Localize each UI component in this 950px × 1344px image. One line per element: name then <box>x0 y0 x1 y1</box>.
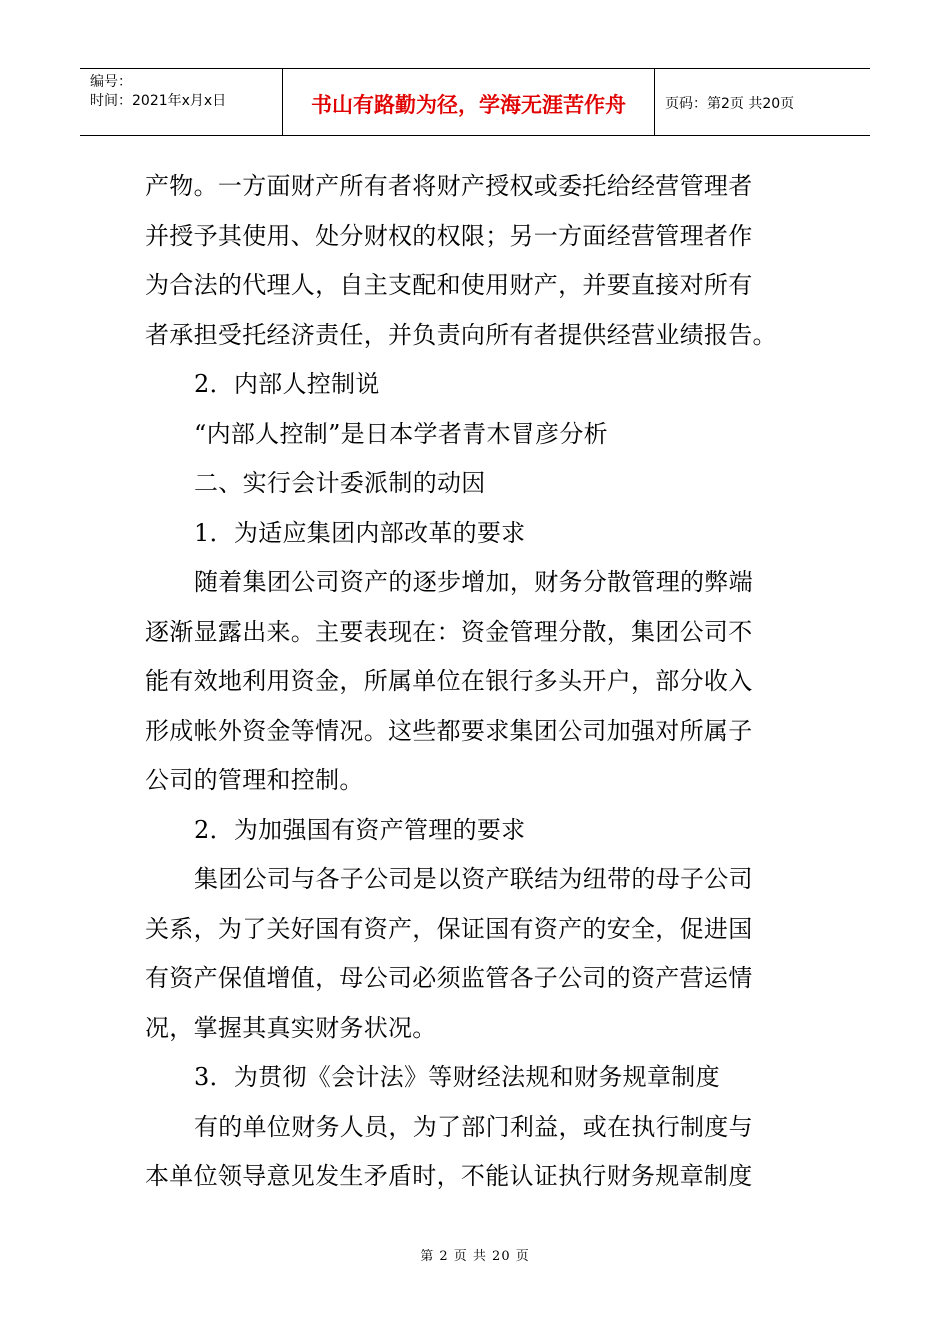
body-line: 并授予其使用、处分财权的权限；另一方面经营管理者作 <box>145 221 753 250</box>
body-line: 况，掌握其真实财务状况。 <box>145 1013 437 1042</box>
body-line: 产物。一方面财产所有者将财产授权或委托给经营管理者 <box>145 172 753 200</box>
time-label: 时间：2021年x月x日 <box>90 93 227 109</box>
page-header <box>80 68 870 136</box>
body-line: 有资产保值增值，母公司必须监管各子公司的资产营运情 <box>145 964 753 992</box>
body-line: 者承担受托经济责任，并负责向所有者提供经营业绩报告。 <box>145 320 777 349</box>
body-line: 公司的管理和控制。 <box>145 766 364 794</box>
header-page-info: 页码：第2页 共20页 <box>665 96 795 112</box>
number-label: 编号： <box>90 74 132 90</box>
document-body <box>145 162 810 1202</box>
header-motto: 书山有路勤为径，学海无涯苦作舟 <box>283 69 655 135</box>
body-line: 为合法的代理人，自主支配和使用财产，并要直接对所有 <box>145 271 753 299</box>
section-heading: 二、实行会计委派制的动因 <box>194 469 486 497</box>
body-line: 关系，为了关好国有资产，保证国有资产的安全，促进国 <box>145 914 753 943</box>
body-line: 逐渐显露出来。主要表现在：资金管理分散，集团公司不 <box>145 617 753 646</box>
section-heading: 3．为贯彻《会计法》等财经法规和财务规章制度 <box>194 1063 720 1091</box>
body-line: 有的单位财务人员，为了部门利益，或在执行制度与 <box>194 1112 753 1141</box>
body-line: 集团公司与各子公司是以资产联结为纽带的母子公司 <box>194 865 753 893</box>
section-heading: 2．内部人控制说 <box>194 370 380 398</box>
body-line: “内部人控制”是日本学者青木冒彦分析 <box>194 419 608 448</box>
body-line: 形成帐外资金等情况。这些都要求集团公司加强对所属子 <box>145 716 753 745</box>
section-heading: 1．为适应集团内部改革的要求 <box>194 518 526 547</box>
body-line: 能有效地利用资金，所属单位在银行多头开户，部分收入 <box>145 667 753 695</box>
body-line: 随着集团公司资产的逐步增加，财务分散管理的弊端 <box>194 568 753 596</box>
page-footer: 第 2 页 共 20 页 <box>420 1249 530 1264</box>
body-line: 本单位领导意见发生矛盾时，不能认证执行财务规章制度 <box>145 1162 753 1190</box>
section-heading: 2．为加强国有资产管理的要求 <box>194 815 526 844</box>
header-left-cell <box>80 69 283 135</box>
